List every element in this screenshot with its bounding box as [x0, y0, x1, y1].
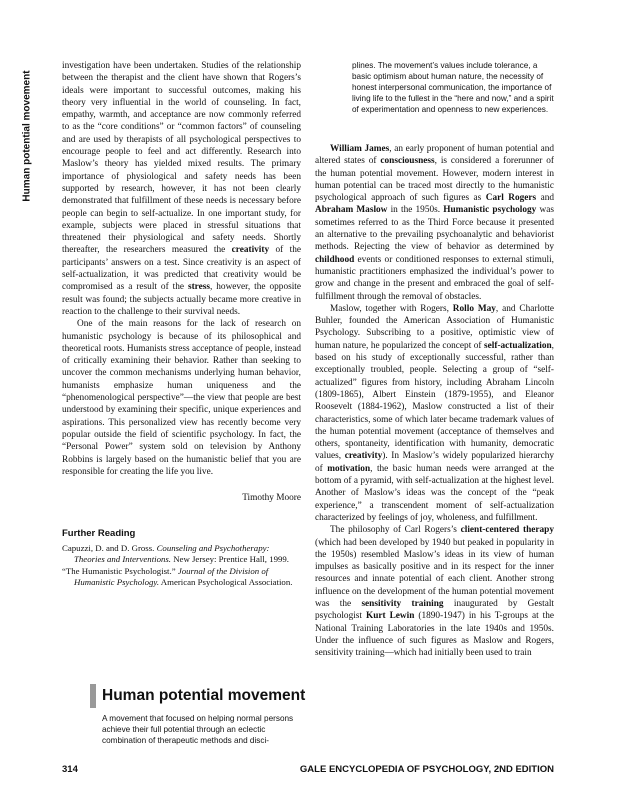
text-run: was sometimes referred to as the Third Force because it presented an alternative to the prevailing psychoanalytic and behaviorist methods. Rejecting the view of behavior as determined by	[315, 205, 554, 253]
reference-title: Counseling and Psychotherapy: Theories and Interventions.	[74, 542, 270, 565]
keyword-client-centered-therapy[interactable]: client-centered therapy	[460, 525, 555, 536]
keyword-abraham-maslow[interactable]: Abraham Maslow	[315, 205, 388, 216]
text-run: “The Humanistic Psychologist.”	[62, 565, 178, 576]
keyword-sensitivity-training[interactable]: sensitivity training	[361, 598, 444, 609]
text-run: , the basic human needs were arranged at the bottom of a pyramid, with self-actualization at the highest level. Another of Maslow’s ideas was the concept of the “peak experience,” a transcendent moment of self-actualization characterized by feelings of joy, wholeness, and fulfillment.	[315, 463, 554, 523]
text-run: , based on his study of exceptionally successful, rather than exceptionally troubled, people. Selecting a group of “self-actualized” figures from history, including Abraham Lincoln (1809-1865), Albert Einstein (1879-1955), and Eleanor Roosevelt (1884-1962), Maslow constructed a list of their characteristics, some of which later became trademark values of the human potential movement (acceptance of themselves and others, spontaneity, identification with humanity, democratic values,	[315, 340, 554, 462]
running-head-text: Human potential movement	[21, 70, 33, 202]
text-run: , however, the opposite result was found; the subjects actually became more creative in reaction to the challenge to their survival needs.	[62, 282, 301, 317]
text-run: ). In Maslow’s widely popularized hierarchy of	[315, 451, 554, 474]
entry-definition: A movement that focused on helping normal persons achieve their full potential through an eclectic combination of therapeutic methods and disci-	[102, 714, 294, 745]
keyword-carl-rogers[interactable]: Carl Rogers	[485, 193, 537, 204]
text-run: of the participants’ answers on a test. Since creativity is an aspect of self-actualization, it was predicted that creativity would be compromised as a result of the	[62, 245, 301, 293]
right-paragraph-2	[315, 303, 554, 524]
page-number: 314	[62, 764, 78, 775]
reference-title: Journal of the Division of Humanistic Psychology.	[74, 565, 269, 588]
reference-1	[62, 543, 301, 566]
entry-definition-continued: plines. The movement’s values include tolerance, a basic optimism about human nature, the necessity of honest interpersonal communication, the importance of living life to the fullest in the “here and now,” and a spirit of experimentation and openness to new experiences.	[352, 61, 554, 114]
text-run: Maslow, together with Rogers,	[330, 303, 453, 314]
right-paragraph-1	[315, 143, 554, 303]
keyword-william-james[interactable]: William James	[330, 144, 390, 154]
text-run: (1890-1947) in his T-groups at the National Training Laboratories in the late 1940s and 1950s. Under the influence of such figures as Maslow and Rogers, sensitivity training—which had initially been used to train	[315, 611, 554, 659]
further-reading-heading: Further Reading	[62, 528, 136, 540]
right-paragraph-3	[315, 524, 554, 659]
keyword-rollo-may[interactable]: Rollo May	[452, 303, 496, 314]
keyword-creativity[interactable]: creativity	[231, 245, 270, 256]
text-run: investigation have been undertaken. Studies of the relationship between the therapist and the client have shown that Rogers’s ideals were important to successful outcomes, making his theory very influential in the world of counseling. In fact, empathy, warmth, and acceptance are now commonly referred to as the “core conditions” or “common factors” of counseling and are used by therapists of all psychological perspectives to encourage people to feel and act differently. Research into Maslow’s theory has yielded mixed results. The primary importance of physiological and safety needs has been supported by research, however, it has not been clearly demonstrated that fulfillment of these needs is necessary before people can begin to self-actualize. In one important study, for example, subjects were placed in stressful situations that threatened their physiological and safety needs. Shortly thereafter, the researchers measured the	[62, 61, 301, 256]
text-run: in the 1950s.	[387, 205, 444, 216]
running-head-vertical	[21, 60, 33, 212]
text-run: Capuzzi, D. and D. Gross.	[62, 542, 157, 553]
keyword-kurt-lewin[interactable]: Kurt Lewin	[366, 611, 415, 622]
keyword-stress[interactable]: stress	[187, 282, 210, 293]
keyword-consciousness[interactable]: consciousness	[380, 156, 435, 167]
text-run: , an early proponent of human potential and altered states of	[315, 144, 554, 167]
left-paragraph-2: One of the main reasons for the lack of research on humanistic psychology is because of its philosophical and theoretical roots. Humanists stress acceptance of people, instead of critically examining their behavior. Rather than seeking to uncover the common mechanisms underlying human behavior, humanists emphasize human uniqueness and the “phenomenological perspective”—the view that people are best understood by examining their specific, unique experiences and aspirations. This personalized view has recently become very popular outside the field of scientific psychology. In fact, the “Personal Power” system sold on television by Anthony Robbins is largely based on the humanistic belief that you are responsible for creating the life you live.	[62, 319, 301, 477]
text-run: and	[536, 193, 555, 204]
entry-title: Human potential movement	[102, 687, 306, 704]
further-reading	[62, 528, 301, 588]
author-signature: Timothy Moore	[242, 493, 301, 504]
left-paragraph-1	[62, 60, 301, 318]
keyword-motivation[interactable]: motivation	[327, 463, 371, 474]
footer-title: GALE ENCYCLOPEDIA OF PSYCHOLOGY, 2ND EDITION	[299, 764, 554, 775]
left-column	[62, 60, 301, 589]
right-column	[315, 143, 554, 659]
keyword-self-actualization[interactable]: self-actualization	[484, 340, 552, 351]
text-run: American Psychological Association.	[159, 577, 293, 588]
keyword-creativity[interactable]: creativity	[344, 451, 383, 462]
reference-2	[62, 566, 301, 589]
text-run: , is considered a forerunner of the human potential movement. However, modern interest in human potential can be traced most directly to the humanistic psychological approach of such figures as	[315, 156, 554, 204]
keyword-childhood[interactable]: childhood	[315, 254, 355, 265]
text-run: The philosophy of Carl Rogers’s	[330, 525, 461, 536]
text-run: , and Charlotte Buhler, founded the American Association of Humanistic Psychology. Subscribing to a positive, optimistic view of human nature, he popularized the concept of	[315, 303, 554, 351]
entry-marker-bar	[90, 684, 96, 708]
text-run: inaugurated by Gestalt psychologist	[315, 598, 554, 622]
text-run: (which had been developed by 1940 but peaked in popularity in the 1950s) resembled Maslow’s ideas in its view of human impulses as basically positive and in its respect for the inner resources and innate potential of each client. Another strong influence on the development of the human potential movement was the	[315, 537, 554, 609]
keyword-humanistic-psychology[interactable]: Humanistic psychology	[443, 205, 537, 216]
text-run: New Jersey: Prentice Hall, 1999.	[171, 554, 289, 565]
text-run: events or conditioned responses to external stimuli, humanistic practitioners emphasized the individual’s power to grow and change in the present and embraced the goal of self-fulfillment through the removal of obstacles.	[315, 254, 554, 302]
